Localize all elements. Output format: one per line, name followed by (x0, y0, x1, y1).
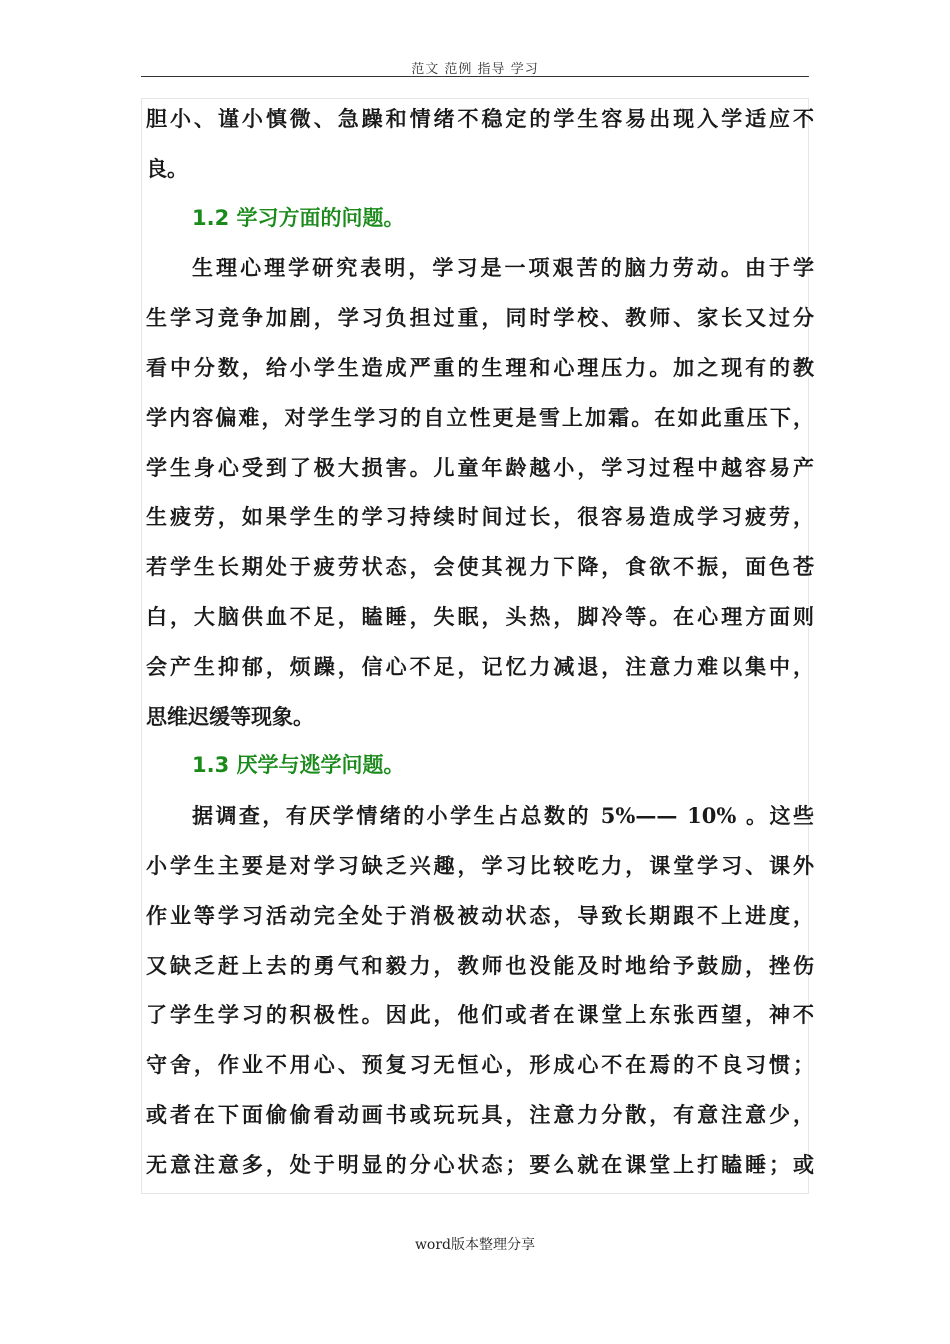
text-line: 或者在下面偷偷看动画书或玩玩具，注意力分散，有意注意少， (146, 1101, 814, 1127)
text-line: 白，大脑供血不足，瞌睡，失眠，头热，脚冷等。在心理方面则 (146, 603, 814, 629)
text-line: 守舍，作业不用心、预复习无恒心，形成心不在焉的不良习惯； (146, 1052, 814, 1078)
text-line: 学内容偏难，对学生学习的自立性更是雪上加霜。在如此重压下， (146, 404, 814, 430)
text-line: 学生身心受到了极大损害。儿童年龄越小，学习过程中越容易产 (146, 454, 814, 480)
text-line: 作业等学习活动完全处于消极被动状态，导致长期跟不上进度， (146, 902, 814, 928)
text-line: 又缺乏赶上去的勇气和毅力，教师也没能及时地给予鼓励，挫伤 (146, 952, 814, 978)
text-line: 良。 (146, 155, 188, 181)
text-line: 无意注意多，处于明显的分心状态；要么就在课堂上打瞌睡；或 (146, 1151, 814, 1177)
text-line: 生学习竞争加剧，学习负担过重，同时学校、教师、家长又过分 (146, 305, 814, 331)
text-line: 胆小、谨小慎微、急躁和情绪不稳定的学生容易出现入学适应不 (146, 106, 814, 131)
section-heading: 1.3 厌学与逃学问题。 (192, 753, 405, 778)
page-footer: word版本整理分享 (414, 1237, 536, 1253)
section-heading: 1.2 学习方面的问题。 (192, 205, 405, 230)
text-line: 若学生长期处于疲劳状态，会使其视力下降，食欲不振，面色苍 (146, 554, 814, 580)
text-line: 思维迟缓等现象。 (146, 703, 314, 729)
header-rule (141, 76, 809, 77)
text-line: 看中分数，给小学生造成严重的生理和心理压力。加之现有的教 (146, 354, 814, 380)
document-body (146, 94, 814, 1190)
text-line: 了学生学习的积极性。因此，他们或者在课堂上东张西望，神不 (146, 1002, 814, 1028)
text-line: 会产生抑郁，烦躁，信心不足，记忆力减退，注意力难以集中， (146, 653, 814, 679)
text-line: 据调查，有厌学情绪的小学生占总数的 5%—— 10% 。这些 (192, 803, 814, 829)
text-line: 生理心理学研究表明，学习是一项艰苦的脑力劳动。由于学 (192, 255, 814, 281)
text-line: 生疲劳，如果学生的学习持续时间过长，很容易造成学习疲劳， (146, 504, 814, 530)
text-line: 小学生主要是对学习缺乏兴趣，学习比较吃力，课堂学习、课外 (146, 852, 814, 878)
page-header: 范文 范例 指导 学习 (411, 62, 539, 77)
